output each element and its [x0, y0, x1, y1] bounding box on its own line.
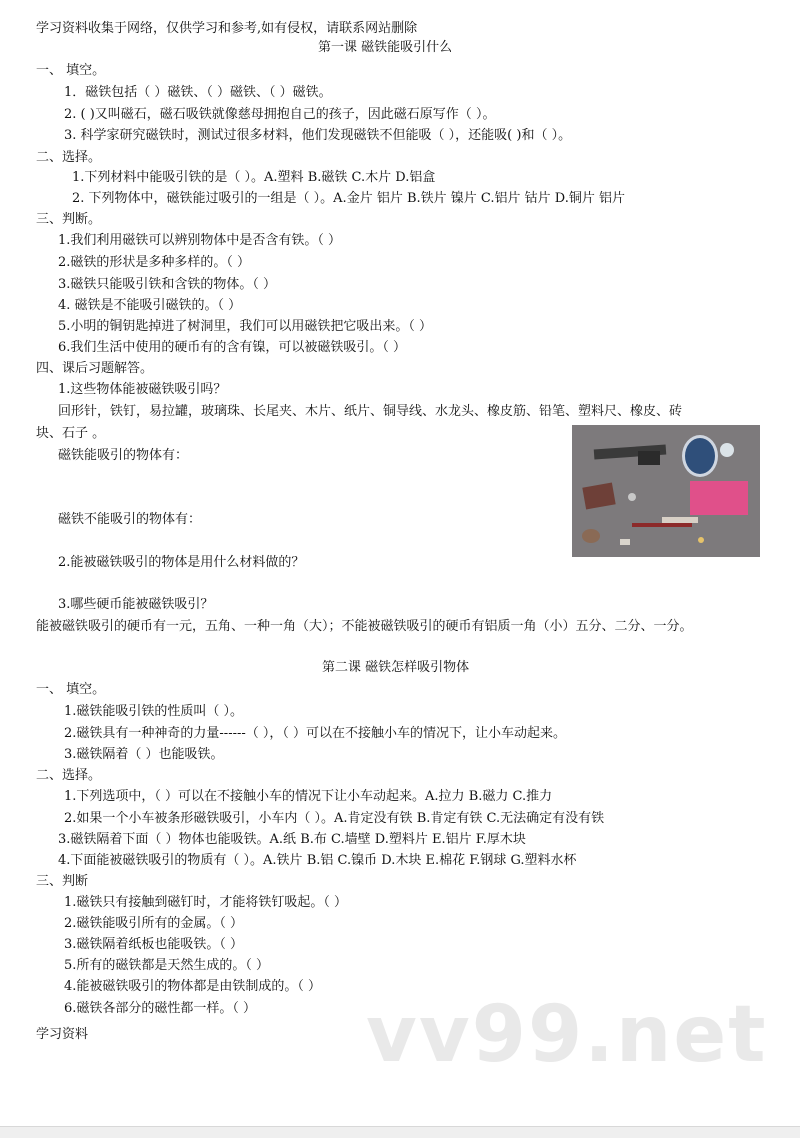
lesson1-fill-q1: 1．磁铁包括（ ）磁铁、（ ）磁铁、（ ）磁铁。 — [64, 85, 332, 100]
lesson1-judge-q4: 4. 磁铁是不能吸引磁铁的。（ ） — [58, 298, 242, 313]
watermark: vv99.net — [366, 990, 768, 1080]
not-attract-label: 磁铁不能吸引的物体有： — [58, 512, 202, 527]
lesson2-choice-q2: 2.如果一个小车被条形磁铁吸引，小车内（ ）。A.肯定没有铁 B.肯定有铁 C.无法确定有没有铁 — [64, 811, 605, 826]
objects-photo — [572, 425, 760, 557]
lesson1-choice-q2: 2. 下列物体中，磁铁能过吸引的一组是（ ）。A.金片 铝片 B.铁片 镍片 C.铝片 钴片 D.铜片 铝片 — [72, 191, 626, 206]
page-bottom-edge — [0, 1126, 800, 1138]
lesson2-choice-q1: 1.下列选项中，（ ）可以在不接触小车的情况下让小车动起来。A.拉力 B.磁力 C.推力 — [64, 789, 553, 804]
bottle-cap-shape — [720, 443, 734, 457]
lesson1-title: 第一课 磁铁能吸引什么 — [318, 40, 453, 55]
lesson2-section2-heading: 二、选择。 — [36, 768, 102, 783]
lesson2-fill-q2: 2.磁铁具有一种神奇的力量------（ ），（ ）可以在不接触小车的情况下，让小车动起来。 — [64, 726, 567, 741]
lesson1-section4-heading: 四、课后习题解答。 — [36, 361, 154, 376]
pink-card-shape — [690, 481, 748, 515]
tape-roll-shape — [682, 435, 718, 477]
lesson1-exercise-q1: 1.这些物体能被磁铁吸引吗？ — [58, 382, 227, 397]
ruler-shape — [662, 517, 698, 523]
coin-answer: 能被磁铁吸引的硬币有一元，五角、一种一角（大）；不能被磁铁吸引的硬币有铝质一角（小）五分、二分、一分。 — [36, 619, 693, 634]
attract-label: 磁铁能吸引的物体有： — [58, 448, 189, 463]
lesson2-fill-q3: 3.磁铁隔着（ ）也能吸铁。 — [64, 747, 224, 762]
lesson1-judge-q1: 1.我们利用磁铁可以辨别物体中是否含有铁。（ ） — [58, 233, 342, 248]
bead-shape — [698, 537, 704, 543]
lesson1-judge-q6: 6.我们生活中使用的硬币有的含有镍，可以被磁铁吸引。（ ） — [58, 340, 407, 355]
footer-label: 学习资料 — [36, 1027, 89, 1042]
lesson2-judge-q2: 2.磁铁能吸引所有的金属。（ ） — [64, 916, 244, 931]
lesson1-judge-q5: 5.小明的铜钥匙掉进了树洞里，我们可以用磁铁把它吸出来。（ ） — [58, 319, 433, 334]
lesson2-judge-q6: 6.磁铁各部分的磁性都一样。（ ） — [64, 1001, 257, 1016]
lesson2-section3-heading: 三、判断 — [36, 874, 89, 889]
lesson2-fill-q1: 1.磁铁能吸引铁的性质叫（ ）。 — [64, 704, 244, 719]
lesson1-fill-q2: 2. ( )又叫磁石，磁石吸铁就像慈母拥抱自己的孩子，因此磁石原写作（ ）。 — [64, 107, 496, 122]
lesson1-choice-q1: 1.下列材料中能吸引铁的是（ ）。A.塑料 B.磁铁 C.木片 D.铝盒 — [72, 170, 436, 185]
lesson2-judge-q4: 5.所有的磁铁都是天然生成的。（ ） — [64, 958, 270, 973]
lesson2-judge-q5: 4.能被磁铁吸引的物体都是由铁制成的。（ ） — [64, 979, 322, 994]
lesson1-section2-heading: 二、选择。 — [36, 150, 102, 165]
stone-shape — [582, 529, 600, 543]
lesson2-section1-heading: 一、 填空。 — [36, 682, 106, 697]
lesson1-section3-heading: 三、判断。 — [36, 212, 102, 227]
lesson2-choice-q4: 4.下面能被磁铁吸引的物质有（ ）。A.铁片 B.铝 C.镍币 D.木块 E.棉花 F.钢球 G.塑料水杯 — [58, 853, 577, 868]
lesson1-fill-q3: 3. 科学家研究磁铁时，测试过很多材料，他们发现磁铁不但能吸（ ），还能吸( )和（ ）。 — [64, 128, 572, 143]
pencil-shape — [632, 523, 692, 527]
lesson2-judge-q3: 3.磁铁隔着纸板也能吸铁。（ ） — [64, 937, 244, 952]
small-item-shape — [620, 539, 630, 545]
header-notice: 学习资料收集于网络，仅供学习和参考,如有侵权，请联系网站删除 — [36, 21, 418, 36]
lesson1-exercise-q3: 3.哪些硬币能被磁铁吸引？ — [58, 597, 214, 612]
lesson1-section1-heading: 一、 填空。 — [36, 63, 106, 78]
coin-shape — [628, 493, 636, 501]
lesson1-exercise-q2: 2.能被磁铁吸引的物体是用什么材料做的？ — [58, 555, 305, 570]
lesson1-judge-q3: 3.磁铁只能吸引铁和含铁的物体。（ ） — [58, 277, 277, 292]
lesson2-choice-q3: 3.磁铁隔着下面（ ）物体也能吸铁。A.纸 B.布 C.墙壁 D.塑料片 E.铝片 F.厚木块 — [58, 832, 526, 847]
lesson1-judge-q2: 2.磁铁的形状是多种多样的。（ ） — [58, 255, 251, 270]
lesson1-items-line1: 回形针，铁钉，易拉罐，玻璃珠、长尾夹、木片、纸片、铜导线、水龙头、橡皮筋、铅笔、塑料尺、橡皮、砖 — [58, 404, 683, 419]
lesson2-judge-q1: 1.磁铁只有接触到磁钉时，才能将铁钉吸起。（ ） — [64, 895, 348, 910]
lesson2-title: 第二课 磁铁怎样吸引物体 — [322, 660, 470, 675]
lesson1-items-line2: 块、石子 。 — [36, 426, 106, 441]
eraser-shape — [582, 483, 615, 510]
clip-shape — [638, 451, 660, 465]
